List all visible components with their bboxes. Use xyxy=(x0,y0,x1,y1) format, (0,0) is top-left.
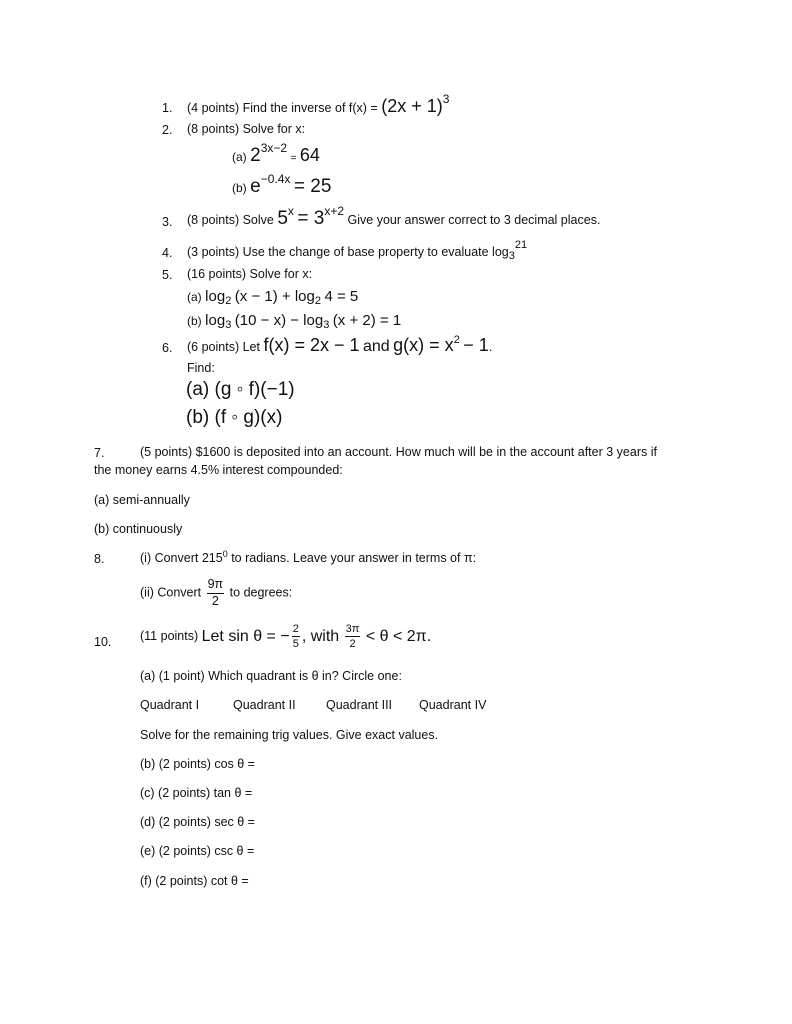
q1-number: 1. xyxy=(162,101,173,115)
q2b-exponent: −0.4x xyxy=(260,172,291,186)
q5b-part2: (x + 2) = 1 xyxy=(332,312,402,329)
q10b: (b) (2 points) cos θ = xyxy=(140,757,255,771)
q1-exponent: 3 xyxy=(442,92,450,106)
q6-g-definition: g(x) = x xyxy=(393,335,454,355)
q2a-equation xyxy=(232,141,320,166)
q3-number: 3. xyxy=(162,215,173,229)
q10-sin-numerator: 2 xyxy=(292,623,300,637)
q10f: (f) (2 points) cot θ = xyxy=(140,874,249,888)
q5b-label: (b) xyxy=(187,314,202,328)
quadrant-option-4[interactable]: Quadrant IV xyxy=(419,698,487,712)
q10-with: , with xyxy=(301,628,340,645)
q5b-part1: (10 − x) − log xyxy=(234,312,324,329)
q2-text: (8 points) Solve for x: xyxy=(187,122,306,136)
q10e: (e) (2 points) csc θ = xyxy=(140,844,255,858)
quadrant-option-1[interactable]: Quadrant I xyxy=(140,698,200,712)
q5a-part1: (x − 1) + log xyxy=(234,288,315,305)
q6-and: and xyxy=(362,338,390,355)
q5a-equation xyxy=(187,288,359,307)
q2b-label: (b) xyxy=(232,181,247,195)
q2b-rhs: = 25 xyxy=(293,176,332,197)
q6-exponent: 2 xyxy=(453,334,460,346)
q3-prompt: (8 points) Solve xyxy=(187,213,274,227)
q8ii-fraction xyxy=(207,578,225,609)
q5-number: 5. xyxy=(162,268,173,282)
q4-text xyxy=(187,239,528,262)
q1-prompt: (4 points) Find the inverse of f(x) = xyxy=(187,101,378,115)
q3-left-base: 5 xyxy=(277,208,288,229)
q6-text xyxy=(187,336,492,355)
q8ii-suffix: to degrees: xyxy=(229,585,293,600)
q4-log-argument: 21 xyxy=(514,239,528,251)
q6-number: 6. xyxy=(162,341,173,355)
quadrant-option-3[interactable]: Quadrant III xyxy=(326,698,393,712)
q3-left-exponent: x xyxy=(287,204,294,218)
q2a-exponent: 3x−2 xyxy=(260,141,288,155)
q8-number: 8. xyxy=(94,552,105,566)
q2-number: 2. xyxy=(162,123,173,137)
q1-text xyxy=(187,92,450,116)
q10-fraction-bound xyxy=(345,623,361,650)
q8ii-numerator: 9π xyxy=(207,578,225,594)
q6-tail: − 1 xyxy=(463,335,489,355)
q8-part-ii xyxy=(140,578,292,609)
q4-number: 4. xyxy=(162,246,173,260)
q2b-equation xyxy=(232,172,332,197)
q3-right-base: = 3 xyxy=(297,208,325,229)
q10-let: Let sin θ = − xyxy=(201,628,290,645)
q3-right-exponent: x+2 xyxy=(324,204,345,218)
q10d: (d) (2 points) sec θ = xyxy=(140,815,255,829)
q6-prompt: (6 points) Let xyxy=(187,340,260,354)
q7b: (b) continuously xyxy=(94,522,183,536)
q2a-rhs: 64 xyxy=(299,145,320,165)
q8i-prefix: (i) Convert 215 xyxy=(140,551,223,565)
q5b-base2: 3 xyxy=(323,319,330,331)
q5b-log1: log xyxy=(205,312,226,329)
q4-log-base: 3 xyxy=(508,250,515,262)
q7a: (a) semi-annually xyxy=(94,493,190,507)
q10-bound-denominator: 2 xyxy=(349,638,356,651)
q6-f-definition: f(x) = 2x − 1 xyxy=(263,335,360,355)
q6-period: . xyxy=(488,340,493,354)
q8ii-prefix: (ii) Convert xyxy=(140,585,202,600)
q7-line1: (5 points) $1600 is deposited into an account. How much will be in the account after 3 years if xyxy=(140,445,657,459)
q10-points: (11 points) xyxy=(140,629,199,644)
q6-find: Find: xyxy=(187,361,215,375)
q10-instructions: Solve for the remaining trig values. Give exact values. xyxy=(140,728,439,742)
q7-number: 7. xyxy=(94,446,105,460)
q7-line2: the money earns 4.5% interest compounded: xyxy=(94,463,343,477)
q8ii-denominator: 2 xyxy=(211,593,219,608)
q10-prompt xyxy=(140,623,431,650)
q4-prompt: (3 points) Use the change of base property to evaluate log xyxy=(187,245,509,259)
q6b-expression: (b) (f ◦ g)(x) xyxy=(186,407,283,428)
q5b-equation xyxy=(187,312,402,331)
q1-expression: (2x + 1) xyxy=(381,96,443,116)
q10-inequality: < θ < 2π. xyxy=(365,628,432,645)
q3-text xyxy=(187,204,601,229)
q2b-base: e xyxy=(250,176,261,197)
q10c: (c) (2 points) tan θ = xyxy=(140,786,253,800)
q5a-base1: 2 xyxy=(225,295,232,307)
q5a-label: (a) xyxy=(187,290,202,304)
q8-part-i xyxy=(140,549,477,565)
quadrant-option-2[interactable]: Quadrant II xyxy=(233,698,296,712)
q5a-log1: log xyxy=(205,288,226,305)
q8i-suffix: to radians. Leave your answer in terms of π: xyxy=(231,551,477,565)
q10-sin-denominator: 5 xyxy=(292,638,299,651)
q5b-base1: 3 xyxy=(225,319,232,331)
q10-number: 10. xyxy=(94,635,112,649)
q10a: (a) (1 point) Which quadrant is θ in? Circle one: xyxy=(140,669,402,683)
q8i-degree: 0 xyxy=(222,549,228,559)
q5-text: (16 points) Solve for x: xyxy=(187,267,313,281)
q2a-equals: = xyxy=(290,153,297,164)
q6a-expression: (a) (g ◦ f)(−1) xyxy=(186,379,295,400)
q2a-base: 2 xyxy=(250,145,261,166)
q10-bound-numerator: 3π xyxy=(345,623,361,637)
q5a-base2: 2 xyxy=(314,295,321,307)
q10-fraction-sin xyxy=(292,623,300,650)
q2a-label: (a) xyxy=(232,150,247,164)
q5a-part2: 4 = 5 xyxy=(324,288,359,305)
q3-tail: Give your answer correct to 3 decimal places. xyxy=(347,213,601,227)
